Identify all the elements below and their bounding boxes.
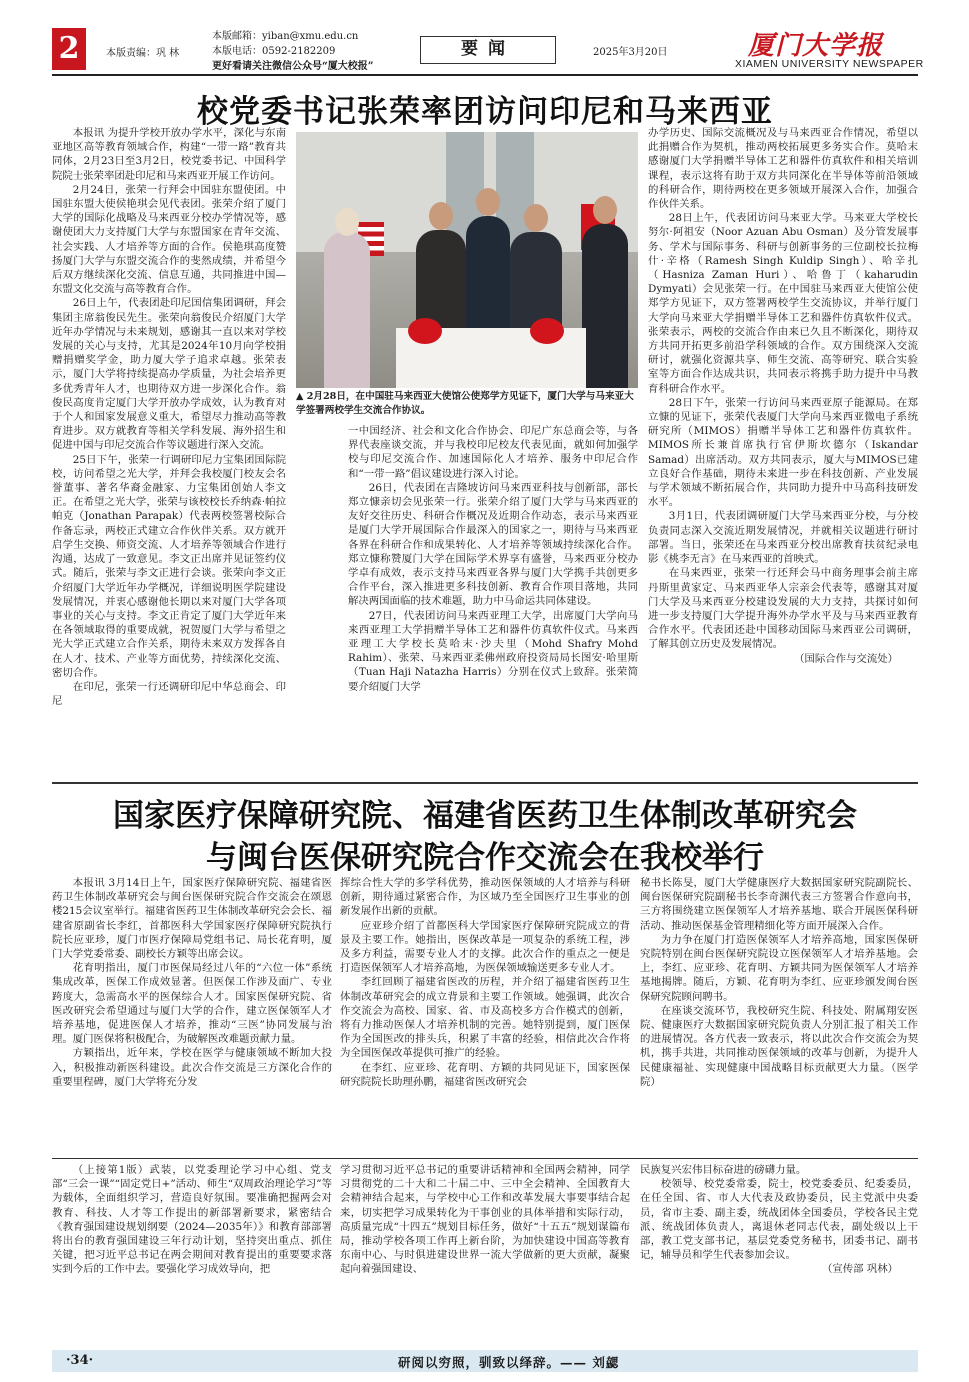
article2-paragraph: 李红回顾了福建省医改的历程，并介绍了福建省医药卫生体制改革研究会的成立背景和主要工作领域。她强调，此次合作交流会为高校、国家、省、市及高校多方合作模式的创新，将有力推动医保人才培养机制的完善。她特别提到，厦门医保作为全国医改的排头兵，积累了丰富的经验，相信此次合作将为全国医保改革提供可推广的经验。 [340, 976, 630, 1060]
article1-paragraph: 办学历史、国际交流概况及与马来西亚合作情况，希望以此捐赠合作为契机，推动两校拓展更多务实合作。莫哈末感谢厦门大学捐赠半导体工艺和器件仿真软件和相关培训课程，表示这将有助于双方共同深化在半导体等前沿领域的科研合作，期待两校在更多领域开展深入合作，加强合作伙伴关系。 [648, 127, 918, 211]
photo-caption: ▲ 2月28日，在中国驻马来西亚大使馆公使郑学方见证下，厦门大学与马来亚大学签署两校学生交流合作协议。 [296, 391, 634, 416]
article1-paragraph: 25日下午，张荣一行调研印尼力宝集团国际院校，访问希望之光大学，并拜会我校厦门校友会名誉董事、著名华裔金融家、力宝集团创始人李文正。在希望之光大学，张荣与该校校长乔纳森·帕拉帕克（Jonathan Parapak）代表两校签署校际合作备忘录，两校正式建立合作伙伴关系。双方就开启学生交换、师资交流、人才培养等领域合作进行沟通，达成了一致意见。李文正出席并见证签约仪式。随后，张荣与李文正进行会谈。张荣向李文正介绍厦门大学近年办学概况，详细说明医学院建设发展情况，并衷心感谢他长期以来对厦门大学各项事业的关心与支持。李文正肯定了厦门大学近年来在各领域取得的重要成就，祝贺厦门大学与希望之光大学正式建立合作关系，期待未来双方发挥各自在人才、技术、产业等方面优势，持续深化交流、密切合作。 [52, 453, 286, 679]
footer-page-number: ·34· [66, 1353, 94, 1368]
article1-column-2 [348, 424, 638, 784]
article1-paragraph: 本报讯 为提升学校开放办学水平，深化与东南亚地区高等教育领域合作，构建“一带一路”教育共同体，2月23日至3月2日，校党委书记、中国科学院院士张荣率团赴印尼和马来西亚开展工作访问。 [52, 127, 286, 182]
wechat-line: 更好看请关注微信公众号“厦大校报” [212, 61, 374, 72]
article1-paragraph: 26日，代表团在吉隆坡访问马来西亚科技与创新部，部长郑立慷亲切会见张荣一行。张荣介绍了厦门大学与马来西亚的友好交往历史、科研合作概况及近期合作动态，表示马来西亚是厦门大学开展国际合作最深入的国家之一，期待与马来西亚各界在科研合作和成果转化、人才培养等领域持续深化合作。郑立慷称赞厦门大学在国际学术界享有盛誉，马来西亚分校办学卓有成效，表示支持马来西亚各界与厦门大学携手共创更多合作平台，深入推进更多科技创新、教育合作项目落地，共同解决两国面临的技术难题，助力中马命运共同体建设。 [348, 481, 638, 608]
footer-band [52, 1350, 918, 1372]
signing-ceremony-photo [296, 132, 638, 388]
article3-signature: （宣传部 巩林） [821, 1263, 898, 1276]
article3-paragraph: （上接第1版）武装，以党委理论学习中心组、党支部“三会一课”“固定党日+”活动、师生“双周政治理论学习”等为载体，全面组织学习，营造良好氛围。要准确把握两会对教育、科技、人才等工作提出的新部署新要求，紧密结合《教育强国建设规划纲要（2024—2035年）》和教育部部署将出台的教育强国建设三年行动计划，坚持突出重点、抓住关键，把习近平总书记在两会期间对教育提出的重要要求落实到今后的工作中去。要强化学习成效导向，把 [52, 1164, 332, 1276]
article1-headline: 校党委书记张荣率团访问印尼和马来西亚 [197, 94, 773, 130]
article1-paragraph: 28日上午，代表团访问马来亚大学。马来亚大学校长努尔·阿祖安（Noor Azuan Abu Osman）及分管发展事务、学术与国际事务、科研与创新事务的三位副校长拉梅什·辛格（Ramesh Singh Kuldip Singh）、哈辛扎（Hasniza Zaman Huri）、哈鲁丁（kaharudin Dymyati）会见张荣一行。在中国驻马来西亚大使馆公使郑学方见证下，双方签署两校学生交流协议，并举行厦门大学向马来亚大学捐赠半导体工艺和器件仿真软件仪式。张荣表示，两校的交流合作由来已久且不断深化，期待双方共同开拓更多前沿学科领域的合作。双方围绕深入交流研讨，就强化资源共享、师生交流、高等研究、联合实验室等方面合作达成共识，共同表示将携手助力提升中马教育科研合作水平。 [648, 212, 918, 395]
article1-paragraph: 3月1日，代表团调研厦门大学马来西亚分校，与分校负责同志深入交流近期发展情况，并就相关议题进行研讨部署。当日，张荣还在马来西亚分校出席教育扶贫纪录电影《桃李无言》在马来西亚的首映式。 [648, 510, 918, 566]
article3-column-3 [640, 1163, 918, 1343]
person-head [476, 188, 500, 216]
article3-paragraph: 学习贯彻习近平总书记的重要讲话精神和全国两会精神，同学习贯彻党的二十大和二十届二中、三中全会精神、全国教育大会精神结合起来，与学校中心工作和改革发展大事要事结合起来，切实把学习成果转化为干事创业的具体举措和实际行动，高质量完成“十四五”规划目标任务，做好“十五五”规划谋篇布局，推动学校各项工作再上新台阶，为加快建设中国高等教育东南中心、与时俱进建设世界一流大学做新的更大贡献，凝聚起向着强国建设、 [340, 1164, 630, 1276]
person-figure [324, 232, 370, 388]
issue-date: 2025年3月20日 [593, 47, 668, 58]
newspaper-logo-en: XIAMEN UNIVERSITY NEWSPAPER [735, 58, 924, 70]
article1-column-3 [648, 126, 918, 776]
article1-paragraph: 26日上午，代表团赴印尼国信集团调研，拜会集团主席翁俊民先生。张荣向翁俊民介绍厦门大学近年办学情况与未来规划，感谢其一直以来对学校发展的关心与支持，尤其是2024年10月向学校捐赠捐赠奖学金，助力厦大学子追求卓越。张荣表示，厦门大学将持续提高办学质量，为社会培养更多优秀青年人才，也期待双方进一步深化合作。翁俊民高度肯定厦门大学开放办学成效，认为教育对于个人和国家发展意义重大，希望尽力推动高等教育进步。双方就教育等相关学科发展、海外招生和促进中国与印尼交流合作等议题进行深入交流。 [52, 297, 286, 452]
article2-column-1 [52, 876, 332, 1154]
masthead [0, 0, 969, 82]
person-head [524, 204, 548, 232]
article1-paragraph: 27日，代表团访问马来西亚理工大学，出席厦门大学向马来西亚理工大学捐赠半导体工艺和器件仿真软件仪式。马来西亚理工大学校长莫哈末·沙夫里（Mohd Shafry Mohd Rahim）、张荣、马来西亚柔佛州政府投资局局长图安·哈里斯（Tuan Haji Natazha Harris）分别在仪式上致辞。张荣简要介绍厦门大学 [348, 609, 638, 693]
person-head [335, 208, 359, 236]
article2-paragraph: 应亚珍介绍了首都医科大学国家医疗保障研究院成立的背景及主要工作。她指出，医保改革是一项复杂的系统工程，涉及多方利益，需要专业人才的支撑。此次合作的重点之一便是打造医保领军人才培养高地，为医保领域输送更多专业人才。 [340, 919, 630, 975]
article2-paragraph: 秘书长陈旻，厦门大学健康医疗大数据国家研究院副院长、闽台医保研究院副秘书长李奇渊代表三方签署合作意向书，三方将围绕建立医保领军人才培养基地、联合开展医保科研活动、推动医保基金管理精细化等方面开展深入合作。 [640, 877, 918, 932]
article2-headline-line2: 与闽台医保研究院合作交流会在我校举行 [206, 840, 764, 876]
masthead-rule [52, 74, 918, 76]
article1-column-1 [52, 126, 286, 776]
article2-paragraph: 在李红、应亚珍、花育明、方颖的共同见证下，国家医保研究院院长助理孙鹏，福建省医改研究会 [340, 1061, 630, 1088]
newspaper-logo: 厦门大学报 [748, 31, 884, 61]
article3-paragraph: 校领导、校党委常委，院士，校党委委员、纪委委员，在任全国、省、市人大代表及政协委员，民主党派中央委员，省市主委、副主委，统战团体全国委员，学校各民主党派、统战团体负责人，离退休老同志代表，副处级以上干部，教工党支部书记，基层党委党务秘书，团委书记、副书记，辅导员和学生代表参加会议。 [640, 1178, 918, 1262]
article1-paragraph: 一中国经济、社会和文化合作协会、印尼广东总商会等，与各界代表座谈交流，并与我校印尼校友代表见面，就如何加强学校与印尼交流合作、加速国际化人才培养、服务中印尼合作和“一带一路”倡议建设进行深入讨论。 [348, 425, 638, 480]
section-label: 要闻 [420, 36, 556, 64]
article1-paragraph: 2月24日，张荣一行拜会中国驻东盟使团。中国驻东盟大使侯艳琪会见代表团。张荣介绍了厦门大学的国际化战略及马来西亚分校办学情况等，感谢使团大力支持厦门大学与东盟国家在青年交流、社会实践、人才培养等方面的合作。侯艳琪高度赞扬厦门大学与东盟交流合作的斐然成绩，并希望今后双方继续深化交流、信息互通，共同推进中国—东盟文化交流与高等教育合作。 [52, 183, 286, 296]
article2-paragraph: 在座谈交流环节，我校研究生院、科技处、附属翔安医院、健康医疗大数据国家研究院负责人分别汇报了相关工作的进展情况。各方代表一致表示，将以此次合作交流会为契机，携手共进，共同推动医保领域的改革与创新，为提升人民健康福祉、实现健康中国战略目标贡献更大力量。（医学院） [640, 1004, 918, 1088]
article1-paragraph: 在印尼，张荣一行还调研印尼中华总商会、印尼 [52, 680, 286, 708]
ribbon-bow-icon [530, 318, 564, 344]
email-line: 本版邮箱：yiban@xmu.edu.cn [212, 31, 359, 42]
article2-paragraph: 方颖指出，近年来，学校在医学与健康领域不断加大投入，积极推动新医科建设。此次合作交流是三方深化合作的重要里程碑，厦门大学将充分发 [52, 1047, 332, 1088]
footer-motto: 研阅以穷照，驯致以绎辞。—— 刘勰 [398, 1355, 620, 1370]
editor-credit: 本版责编：巩 林 [106, 48, 180, 59]
article2-paragraph: 花育明指出，厦门市医保局经过八年的“六位一体”系统集成改革，医保工作成效显著。但医保工作涉及面广、专业跨度大，急需高水平的医保综合人才。国家医保研究院、省医改研究会希望通过与厦门大学的合作，建立医保领军人才培养基地，促进医保人才培养，推动“三医”协同发展与治理。厦门医保将积极配合，为破解医改难题贡献力量。 [52, 962, 332, 1046]
article1-signature: （国际合作与交流处） [794, 652, 898, 665]
article2-column-3 [640, 876, 918, 1154]
article-divider [52, 782, 918, 784]
article3-column-1 [52, 1163, 332, 1343]
article3-column-2 [340, 1163, 630, 1343]
article-divider [52, 1158, 918, 1159]
article3-paragraph: 民族复兴宏伟目标奋进的磅礴力量。 [640, 1164, 807, 1176]
article2-headline-line1: 国家医疗保障研究院、福建省医药卫生体制改革研究会 [113, 798, 857, 834]
article1-paragraph: 在马来西亚，张荣一行还拜会马中商务理事会前主席丹斯里黄家定、马来西亚华人宗亲会代表等，感谢其对厦门大学及马来西亚分校建设发展的大力支持，共探讨如何进一步支持厦门大学提升海外办学水平及与马来西亚教育合作水平。代表团还赴中国移动国际马来西亚公司调研，了解其创立历史及发展情况。 [648, 567, 918, 651]
article1-paragraph: 28日下午，张荣一行访问马来西亚原子能源局。在郑立慷的见证下，张荣代表厦门大学向马来西亚微电子系统研究所（MIMOS）捐赠半导体工艺和器件仿真软件。MIMOS所长兼首席执行官伊斯坎德尔（Iskandar Samad）出席活动。双方共同表示，厦大与MIMOS已建立良好合作基础，期待未来进一步在科技创新、产业发展与学术领域不断拓展合作，共同助力提升中马高科技研发水平。 [648, 396, 918, 509]
page-number: 2 [52, 28, 86, 70]
person-figure [582, 224, 628, 388]
person-head [429, 202, 453, 230]
ribbon-bow-icon [408, 318, 442, 344]
article2-paragraph: 挥综合性大学的多学科优势，推动医保领域的人才培养与科研创新，期待通过紧密合作，为区域乃至全国医疗卫生事业的创新发展作出新的贡献。 [340, 877, 630, 918]
contact-block [212, 29, 374, 74]
person-head [593, 196, 617, 224]
article2-column-2 [340, 876, 630, 1154]
phone-line: 本版电话：0592-2182209 [212, 46, 336, 57]
article2-paragraph: 本报讯 3月14日上午，国家医疗保障研究院、福建省医药卫生体制改革研究会与闽台医保研究院合作交流会在颂恩楼215会议室举行。福建省医药卫生体制改革研究会会长、福建省原副省长李红，首都医科大学国家医疗保障研究院执行院长应亚珍，厦门市医疗保障局党组书记、局长花育明，厦门大学党委常委、副校长方颖等出席会议。 [52, 877, 332, 961]
article2-paragraph: 为力争在厦门打造医保领军人才培养高地，国家医保研究院特别在闽台医保研究院设立医保领军人才培养基地。会上，李红、应亚珍、花育明、方颖共同为医保领军人才培养基地揭牌。随后，方颖、花育明为李红、应亚珍颁发闽台医保研究院顾问聘书。 [640, 933, 918, 1003]
